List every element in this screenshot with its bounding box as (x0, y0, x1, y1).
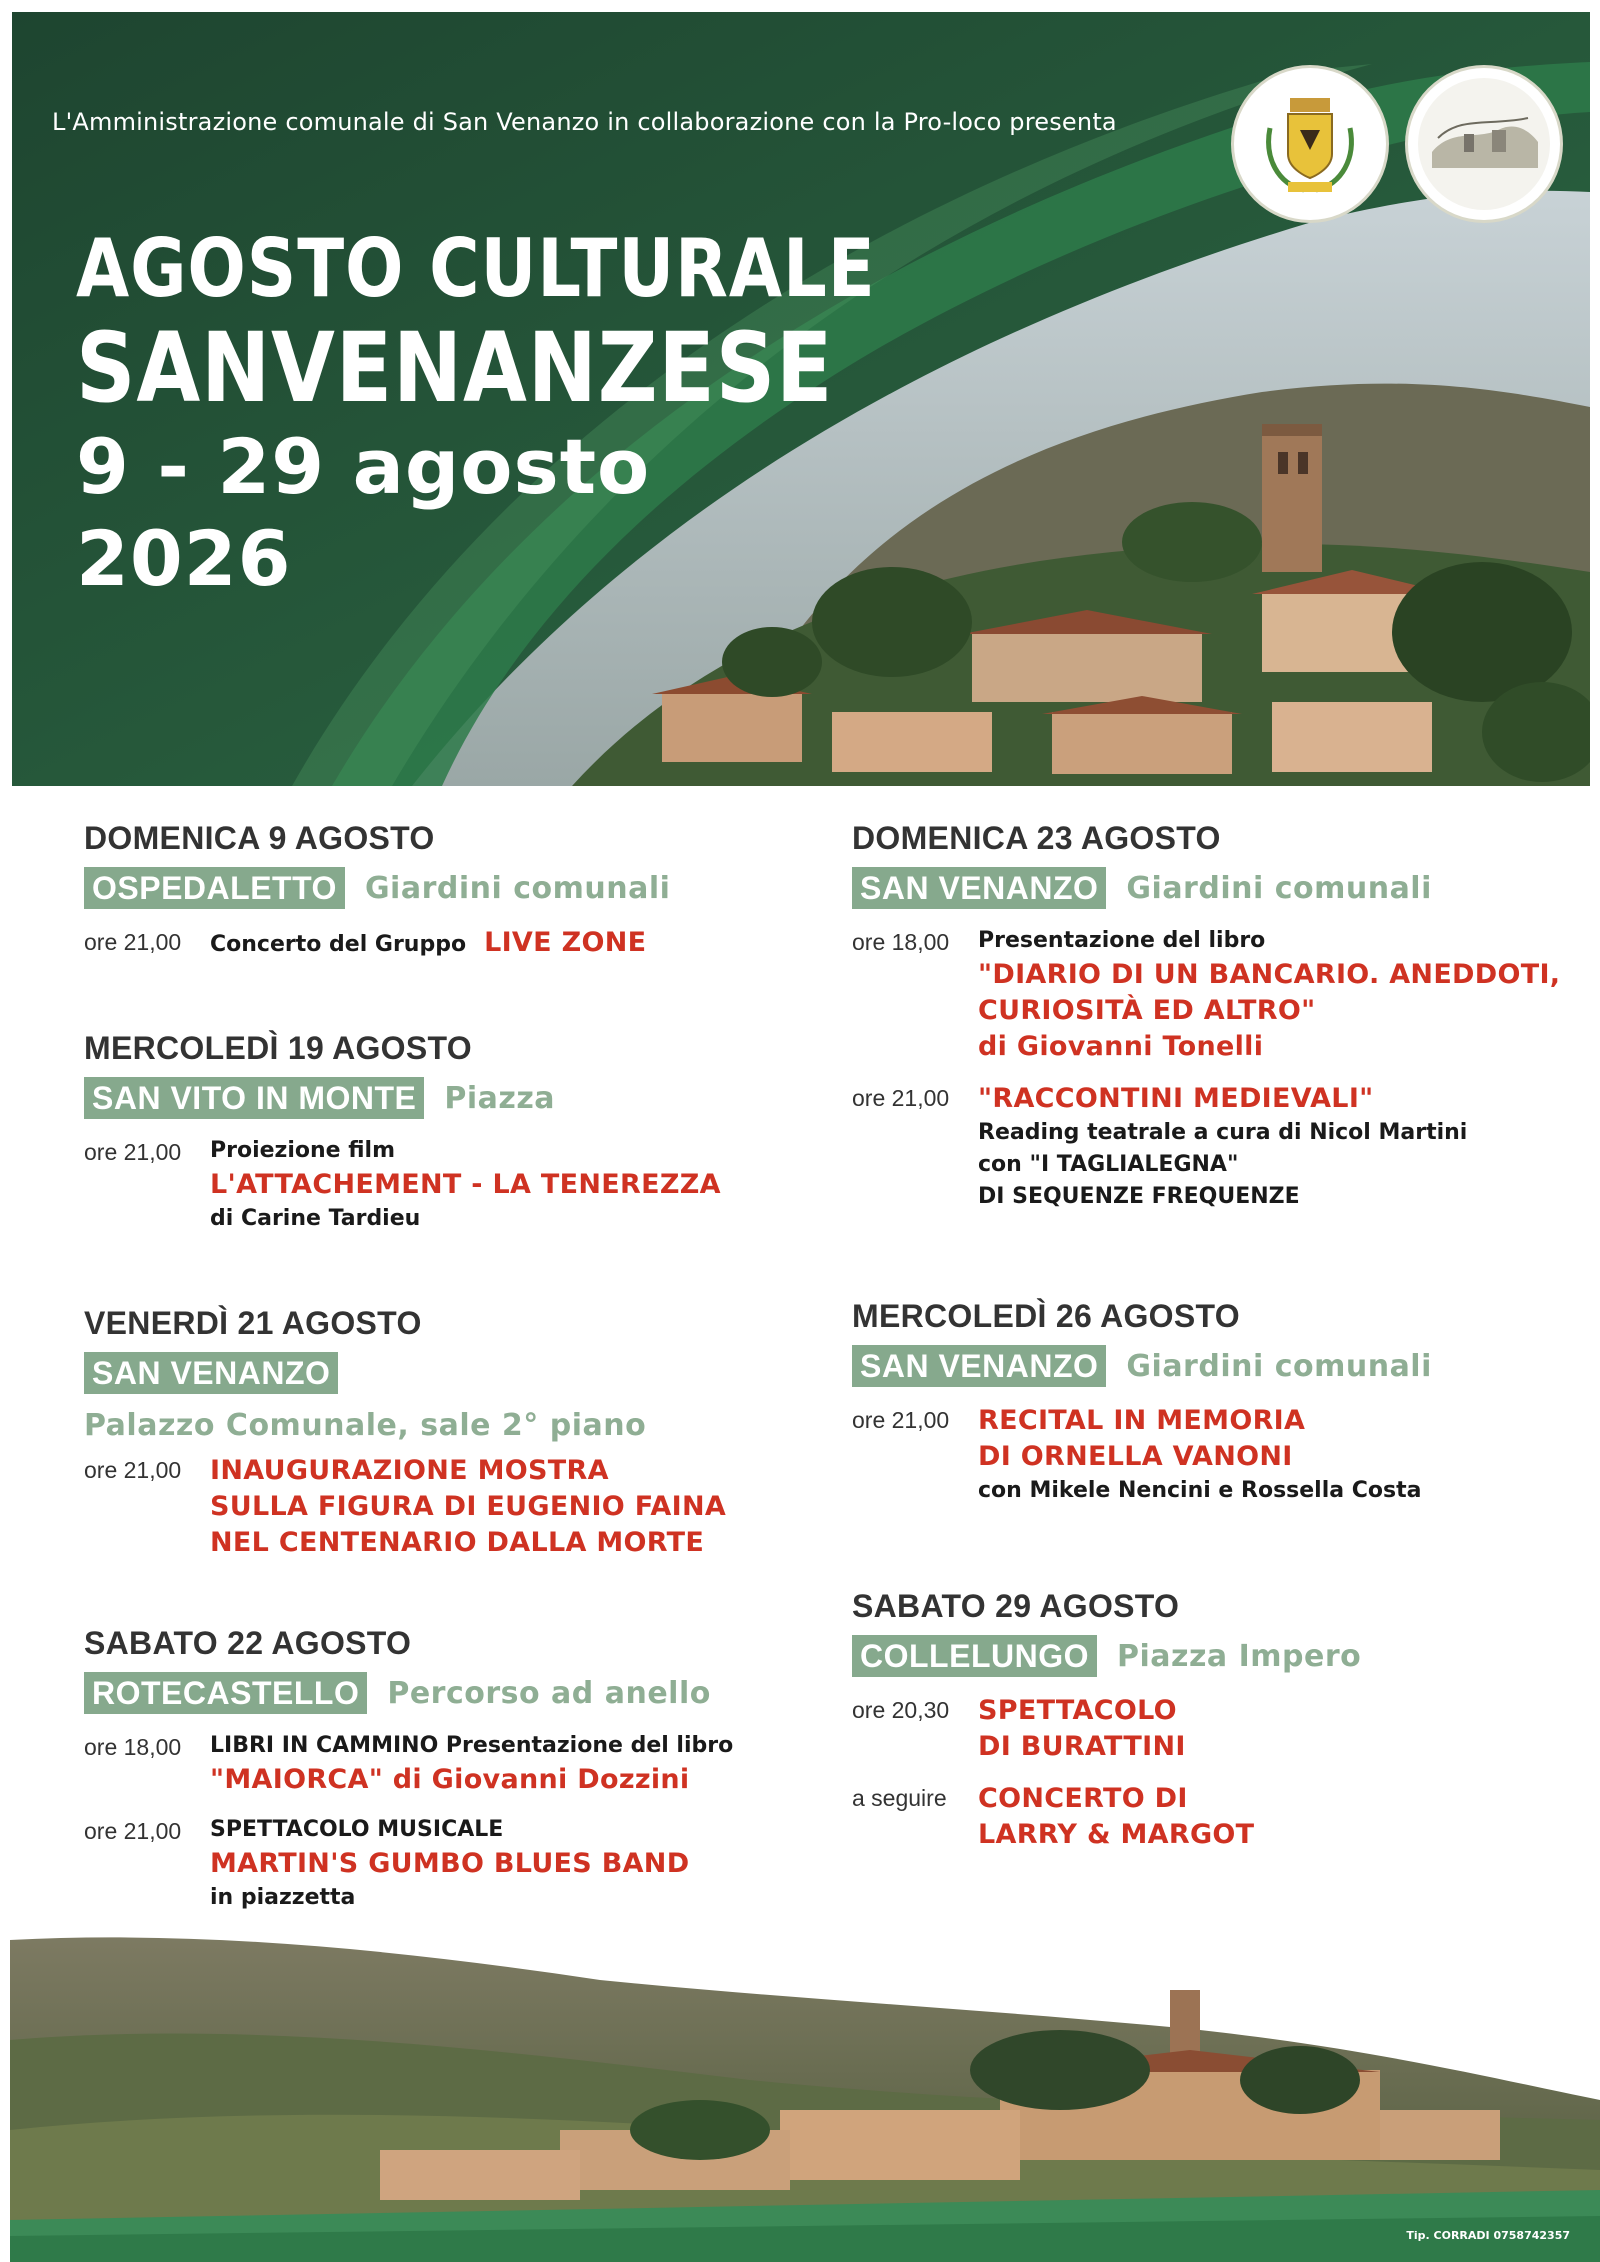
poster-dates: 9 - 29 agosto (76, 422, 651, 511)
event-location-badge: SAN VENANZO (852, 1345, 1106, 1387)
event-title: "MAIORCA" di Giovanni Dozzini (210, 1764, 690, 1795)
event-time: ore 21,00 (84, 1818, 182, 1844)
event-slot (84, 1730, 784, 1798)
event-slot (852, 1081, 1572, 1213)
event-time: a seguire (852, 1785, 947, 1811)
event-time: ore 18,00 (84, 1734, 182, 1760)
event-time: ore 21,00 (852, 1085, 950, 1111)
event-day: MERCOLEDÌ 26 AGOSTO (852, 1298, 1240, 1334)
event-venue: Piazza (444, 1080, 556, 1116)
event-note: di Carine Tardieu (210, 1206, 421, 1231)
poster-title-line-1: AGOSTO CULTURALE (76, 222, 876, 315)
event-note: con "I TAGLIALEGNA" (978, 1152, 1239, 1177)
event-slot (84, 925, 784, 961)
event-slot (84, 1135, 784, 1235)
event-slot (84, 1814, 784, 1914)
event-time: ore 21,00 (84, 1457, 182, 1483)
event-location-badge: SAN VENANZO (84, 1352, 338, 1394)
event-slot (852, 925, 1572, 1065)
event-time: ore 21,00 (84, 1139, 182, 1165)
event-title: SULLA FIGURA DI EUGENIO FAINA (210, 1491, 727, 1522)
event-day: SABATO 22 AGOSTO (84, 1625, 412, 1661)
event-venue: Percorso ad anello (387, 1675, 711, 1711)
event-time: ore 21,00 (852, 1407, 950, 1433)
event-title: INAUGURAZIONE MOSTRA (210, 1455, 609, 1486)
event-description: Presentazione del libro (978, 928, 1266, 953)
event-time: ore 20,30 (852, 1697, 950, 1723)
municipal-coat-of-arms-logo (1234, 68, 1386, 220)
event-title: NEL CENTENARIO DALLA MORTE (210, 1527, 705, 1558)
printer-credit: Tip. CORRADI 0758742357 (1406, 2229, 1570, 2242)
poster-footer (0, 1920, 1600, 2262)
event-19-agosto (84, 1030, 784, 1235)
poster-title-line-2: SANVENANZESE (76, 312, 834, 424)
pro-loco-logo (1408, 68, 1560, 220)
event-location-badge: OSPEDALETTO (84, 867, 345, 909)
event-title: DI BURATTINI (978, 1731, 1186, 1762)
event-description: SPETTACOLO MUSICALE (210, 1817, 504, 1842)
event-note: Reading teatrale a cura di Nicol Martini (978, 1120, 1468, 1145)
event-29-agosto (852, 1588, 1572, 1853)
event-day: DOMENICA 23 AGOSTO (852, 820, 1221, 856)
event-day: VENERDÌ 21 AGOSTO (84, 1305, 422, 1341)
poster-header (12, 12, 1590, 786)
event-title: L'ATTACHEMENT - LA TENEREZZA (210, 1169, 721, 1200)
event-slot (852, 1403, 1572, 1507)
event-venue: Piazza Impero (1116, 1638, 1362, 1674)
event-venue: Giardini comunali (364, 870, 671, 906)
event-time: ore 21,00 (84, 929, 182, 955)
event-title: MARTIN'S GUMBO BLUES BAND (210, 1848, 690, 1879)
event-slot (852, 1693, 1572, 1765)
event-location-badge: SAN VITO IN MONTE (84, 1077, 424, 1119)
event-title: LARRY & MARGOT (978, 1819, 1255, 1850)
event-slot (852, 1781, 1572, 1853)
event-21-agosto (84, 1305, 784, 1561)
event-description: Proiezione film (210, 1138, 396, 1163)
village-panorama-photo (0, 1920, 1600, 2262)
event-title: di Giovanni Tonelli (978, 1031, 1264, 1062)
event-9-agosto (84, 820, 784, 961)
event-day: MERCOLEDÌ 19 AGOSTO (84, 1030, 472, 1066)
event-location-badge: SAN VENANZO (852, 867, 1106, 909)
event-location-badge: ROTECASTELLO (84, 1672, 367, 1714)
event-venue: Giardini comunali (1126, 1348, 1432, 1384)
event-description: LIBRI IN CAMMINO Presentazione del libro (210, 1733, 734, 1758)
event-time: ore 18,00 (852, 929, 950, 955)
event-description: Concerto del Gruppo (210, 932, 467, 957)
event-venue: Palazzo Comunale, sale 2° piano (84, 1408, 647, 1443)
event-note: con Mikele Nencini e Rossella Costa (978, 1478, 1422, 1503)
event-venue: Giardini comunali (1126, 870, 1432, 906)
event-title: CONCERTO DI (978, 1783, 1188, 1814)
event-note: in piazzetta (210, 1885, 356, 1910)
event-26-agosto (852, 1298, 1572, 1507)
event-title: RECITAL IN MEMORIA (978, 1405, 1306, 1436)
event-title: DI ORNELLA VANONI (978, 1441, 1293, 1472)
event-day: DOMENICA 9 AGOSTO (84, 820, 435, 856)
event-title: CURIOSITÀ ED ALTRO" (978, 995, 1316, 1026)
presenter-line: L'Amministrazione comunale di San Venanzo in collaborazione con la Pro-loco presenta (52, 108, 1117, 136)
event-23-agosto (852, 820, 1572, 1213)
event-title: "DIARIO DI UN BANCARIO. ANEDDOTI, (978, 959, 1561, 990)
event-title: SPETTACOLO (978, 1695, 1177, 1726)
event-22-agosto (84, 1625, 784, 1914)
event-title: LIVE ZONE (484, 927, 647, 958)
event-note: DI SEQUENZE FREQUENZE (978, 1184, 1300, 1209)
event-slot (84, 1453, 784, 1561)
poster-year: 2026 (76, 514, 292, 603)
event-location-badge: COLLELUNGO (852, 1635, 1097, 1677)
event-title: "RACCONTINI MEDIEVALI" (978, 1083, 1374, 1114)
event-day: SABATO 29 AGOSTO (852, 1588, 1180, 1624)
